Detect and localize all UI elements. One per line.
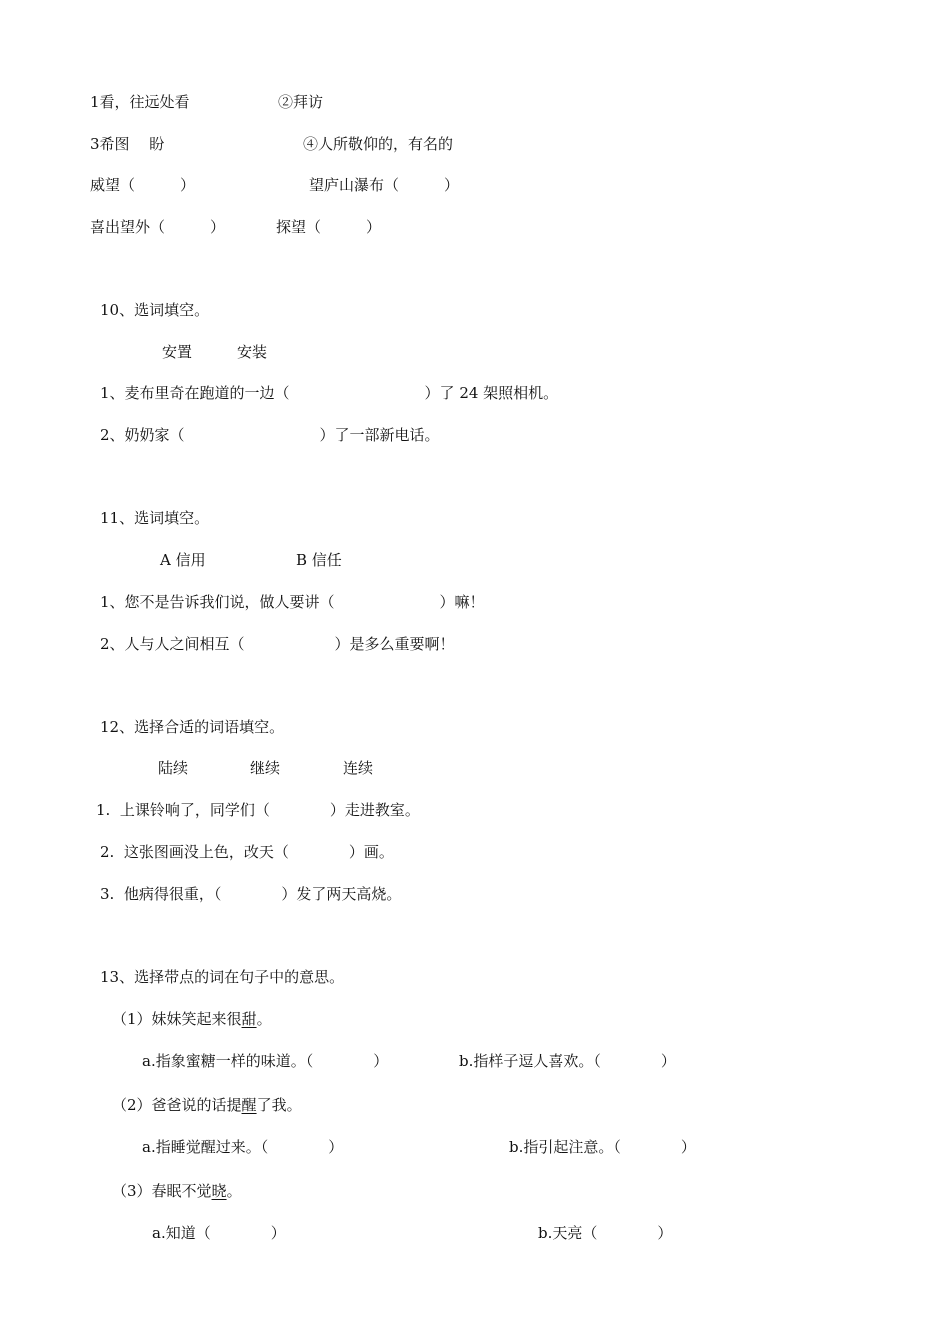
- item-1-prefix: （1）妹妹笑起来很: [112, 1010, 242, 1028]
- item-3-option-b: b.天亮（ ）: [538, 1224, 673, 1242]
- meaning-option-3: 3希图 盼: [90, 135, 165, 153]
- item-2-option-b: b.指引起注意。（ ）: [509, 1138, 696, 1156]
- choice-jixu: 继续: [250, 759, 281, 777]
- question-10-sentence-2: 2、奶奶家（ ）了一部新电话。: [100, 426, 440, 444]
- choice-anzhuang: 安装: [237, 343, 268, 361]
- question-13-item-2: [112, 1095, 302, 1115]
- meaning-option-2: ②拜访: [278, 93, 324, 111]
- choice-lianxu: 连续: [343, 759, 374, 777]
- meaning-option-4: ④人所敬仰的，有名的: [303, 135, 454, 153]
- item-2-prefix: （2）爸爸说的话提: [112, 1096, 242, 1114]
- choice-xinyong: A 信用: [160, 551, 206, 569]
- question-11-title: 11、选词填空。: [100, 509, 210, 527]
- item-2-suffix: 了我。: [256, 1096, 302, 1114]
- choice-luxu: 陆续: [158, 759, 189, 777]
- item-3-prefix: （3）春眠不觉: [112, 1182, 212, 1200]
- question-11-sentence-1: 1、您不是告诉我们说，做人要讲（ ）嘛！: [100, 593, 485, 611]
- choice-xinren: B 信任: [296, 551, 342, 569]
- word-wanglushan: 望庐山瀑布（ ）: [309, 176, 460, 194]
- question-13-title: 13、选择带点的词在句子中的意思。: [100, 968, 345, 986]
- item-3-option-a: a.知道（ ）: [152, 1224, 286, 1242]
- item-1-option-b: b.指样子逗人喜欢。（ ）: [459, 1052, 676, 1070]
- question-11-sentence-2: 2、人与人之间相互（ ）是多么重要啊！: [100, 635, 455, 653]
- item-2-option-a: a.指睡觉醒过来。（ ）: [142, 1138, 344, 1156]
- choice-anzhi: 安置: [162, 343, 193, 361]
- item-2-keyword: 醒: [241, 1096, 257, 1114]
- meaning-option-1: 1看，往远处看: [90, 93, 190, 111]
- item-1-keyword: 甜: [241, 1010, 257, 1028]
- word-xichuwangwai: 喜出望外（ ）: [90, 218, 226, 236]
- item-1-suffix: 。: [256, 1010, 272, 1028]
- word-weiwang: 威望（ ）: [90, 176, 196, 194]
- question-12-sentence-2: 2. 这张图画没上色，改天（ ）画。: [100, 843, 394, 861]
- question-10-sentence-1: 1、麦布里奇在跑道的一边（ ）了 24 架照相机。: [100, 384, 559, 402]
- question-13-item-1: [112, 1009, 272, 1029]
- question-10-title: 10、选词填空。: [100, 301, 210, 319]
- question-12-title: 12、选择合适的词语填空。: [100, 718, 285, 736]
- item-1-option-a: a.指象蜜糖一样的味道。（ ）: [142, 1052, 389, 1070]
- question-13-item-3: [112, 1181, 242, 1201]
- item-3-keyword: 晓: [211, 1182, 227, 1200]
- question-12-sentence-3: 3. 他病得很重，（ ）发了两天高烧。: [100, 885, 402, 903]
- question-12-sentence-1: 1. 上课铃响了，同学们（ ）走进教室。: [96, 801, 420, 819]
- word-tanwang: 探望（ ）: [276, 218, 382, 236]
- item-3-suffix: 。: [226, 1182, 242, 1200]
